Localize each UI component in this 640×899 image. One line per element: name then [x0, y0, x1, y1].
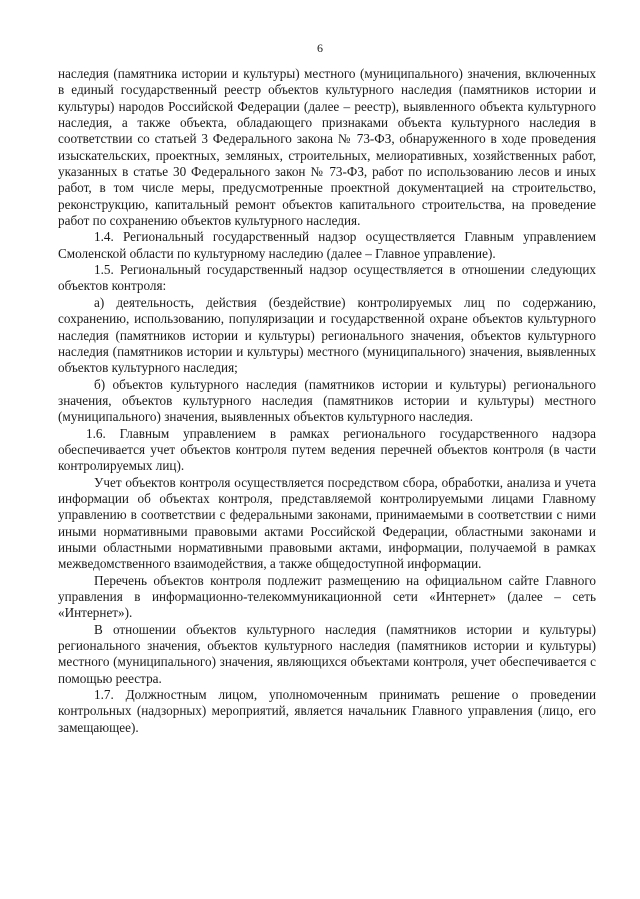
- page-number: 6: [317, 41, 323, 55]
- paragraph-accounting: Учет объектов контроля осуществляется посредством сбора, обработки, анализа и учета информации об объектах контроля, представляемой контролируемыми лицами Главному управлению в соответствии с федеральными законами, принимаемыми в соответствии с ними иными нормативными правовыми актами Российской Федерации, областными законами и иными областными нормативными правовыми актами, информации, получаемой в рамках межведомственного взаимодействия, а также общедоступной информации.: [58, 474, 596, 572]
- paragraph-register: В отношении объектов культурного наследия (памятников истории и культуры) регионального значения, объектов культурного наследия (памятников истории и культуры) местного (муниципального) значения, являющихся объектами контроля, учет обеспечивается с помощью реестра.: [58, 621, 596, 686]
- paragraph-list-publication: Перечень объектов контроля подлежит размещению на официальном сайте Главного управления в информационно-телекоммуникационной сети «Интернет» (далее – сеть «Интернет»).: [58, 572, 596, 621]
- document-body: [58, 66, 596, 736]
- paragraph-1-5-a: а) деятельность, действия (бездействие) контролируемых лиц по содержанию, сохранению, использованию, популяризации и государственной охране объектов культурного наследия (памятников истории и культуры) регионального значения, объектов культурного наследия (памятников истории и культуры) местного (муниципального) значения, выявленных объектов культурного наследия;: [58, 294, 596, 376]
- paragraph-1-6: 1.6. Главным управлением в рамках регионального государственного надзора обеспечивается учет объектов контроля путем ведения перечней объектов контроля (в части контролируемых лиц).: [58, 425, 596, 474]
- paragraph-1-4: 1.4. Региональный государственный надзор осуществляется Главным управлением Смоленской области по культурному наследию (далее – Главное управление).: [58, 229, 596, 261]
- paragraph-continuation: наследия (памятника истории и культуры) местного (муниципального) значения, включенных в единый государственный реестр объектов культурного наследия (памятников истории и культуры) народов Российской Федерации (далее – реестр), выявленного объекта культурного наследия, а также объекта, обладающего признаками объекта культурного наследия в соответствии со статьей 3 Федерального закона № 73-ФЗ, обнаруженного в ходе проведения изыскательских, проектных, земляных, строительных, мелиоративных, хозяйственных работ, указанных в статье 30 Федерального закон № 73-ФЗ, работ по использованию лесов и иных работ, в том числе меры, предусмотренные проектной документацией на строительство, реконструкцию, капитальный ремонт объектов капитального строительства, на проведение работ по сохранению объектов культурного наследия.: [58, 66, 596, 229]
- paragraph-1-5: 1.5. Региональный государственный надзор осуществляется в отношении следующих объектов контроля:: [58, 262, 596, 294]
- paragraph-1-5-b: б) объектов культурного наследия (памятников истории и культуры) регионального значения, объектов культурного наследия (памятников истории и культуры) местного (муниципального) значения, выявленных объектов культурного наследия.: [58, 376, 596, 425]
- paragraph-1-7: 1.7. Должностным лицом, уполномоченным принимать решение о проведении контрольных (надзорных) мероприятий, является начальник Главного управления (лицо, его замещающее).: [58, 687, 596, 735]
